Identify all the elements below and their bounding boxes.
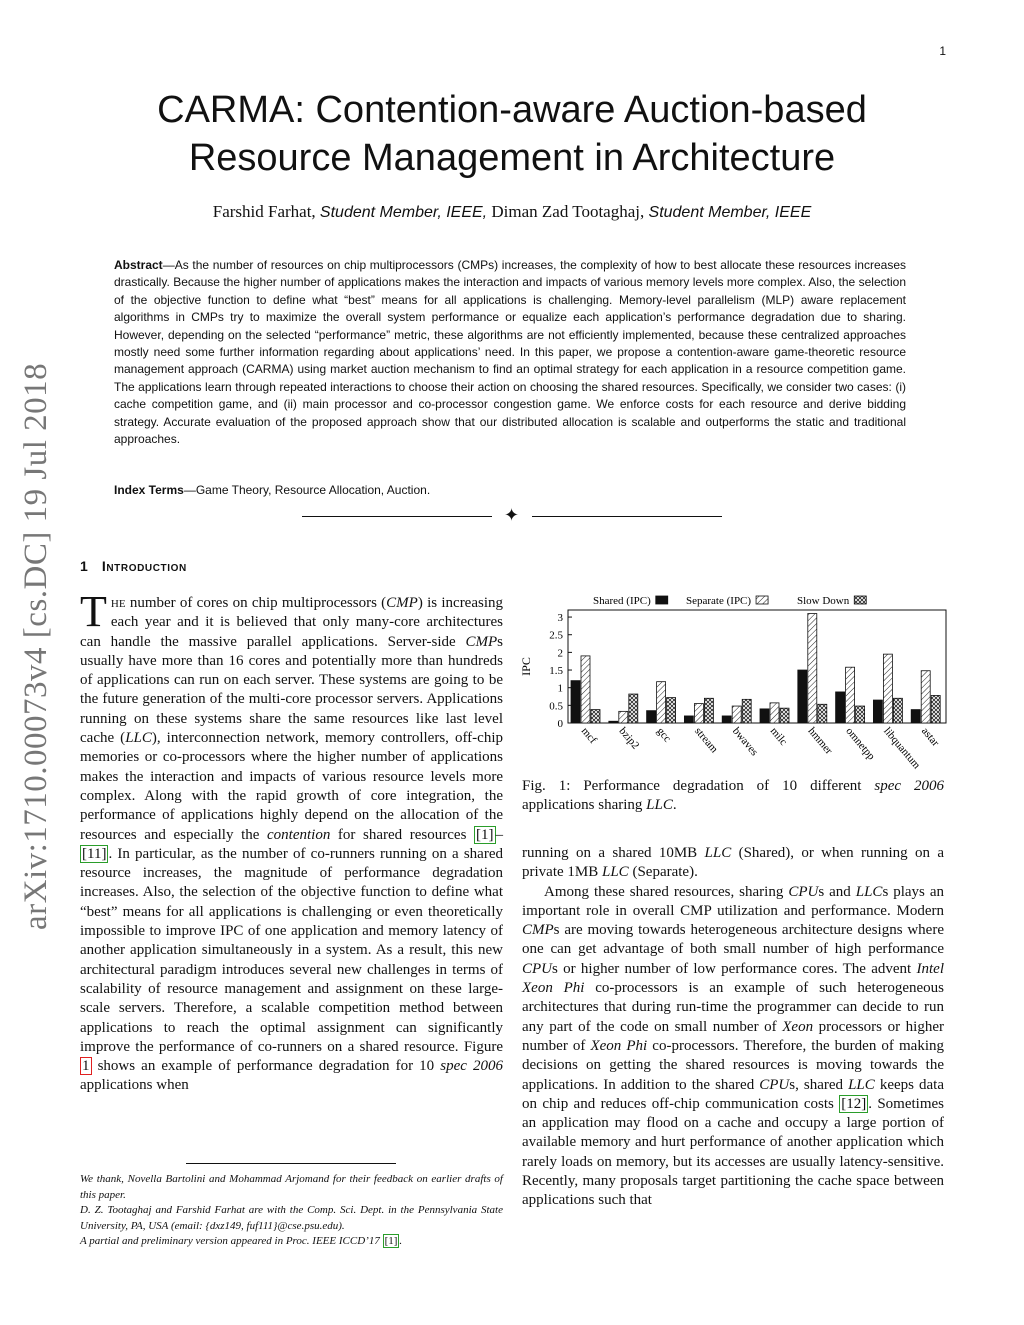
- text-run: CMP: [386, 595, 418, 611]
- text-run: s usually have more than 16 cores and potentially more than hundreds of applications can run on each server. These systems are going to be the future generation of the multi-core processor servers. Applications running on these systems share the same resources like last level cache (: [80, 633, 503, 747]
- abstract: [114, 257, 906, 448]
- bar-bwaves-0: [722, 716, 731, 723]
- title-line-1: CARMA: Contention-aware Auction-based: [157, 89, 867, 131]
- separator-star-icon: ✦: [504, 505, 520, 525]
- section-title: Introduction: [101, 558, 187, 574]
- abstract-text: —As the number of resources on chip multiprocessors (CMPs) increases, the complexity of how to best allocate these resources increases drastically. Because the higher number of applications makes the interaction and impacts of various memory levels more complex. Also, the selection of the objective function to define what “best” means for all applications is challenging. Memory-level parallelism (MLP) aware replacement algorithms in CMPs try to maximize the overall system performance or equalize each application’s performance degradation due to sharing. However, depending on the selected “performance” metric, these algorithms are not efficiently implemented, because these centralized approaches mostly need some further information regarding about applications’ need. In this paper, we propose a contention-aware game-theoretic resource management approach (CARMA) using market auction mechanism to find an optimal strategy for each application in a resource competition game. The applications learn through repeated interactions to choose their action on choosing the shared resources. Specifically, we consider two cases: (i) cache competition game, and (ii) main processor and co-processor congestion game. We enforce costs for each resource and derive bidding strategy. Accurate evaluation of the proposed approach show that our distributed allocation is scalable and outperforms the static and traditional approaches.: [114, 258, 906, 447]
- chart-bars: [571, 614, 940, 723]
- text-run: co-processors is an example of such heterogeneous architectures that during run-time the programmer can decide to run any part of the code on small number of: [522, 980, 944, 1035]
- index-terms-text: —Game Theory, Resource Allocation, Auction.: [183, 483, 431, 497]
- text-run: running on a shared 10MB: [522, 845, 705, 861]
- footnote-1: We thank, Novella Bartolini and Mohammad Arjomand for their feedback on earlier drafts of this paper.: [80, 1173, 503, 1201]
- legend-swatch: [756, 596, 768, 604]
- text-run: Fig. 1: Performance degradation of 10 different: [522, 778, 875, 794]
- text-run: LLC: [125, 730, 152, 747]
- text-run: spec 2006: [874, 778, 944, 794]
- bar-libquantum-1: [883, 654, 892, 723]
- x-tick-label: mcf: [578, 725, 599, 747]
- text-run: Intel Xeon Phi: [522, 960, 944, 997]
- text-run: LLC: [848, 1076, 875, 1093]
- arxiv-stamp: arXiv:1710.00073v4 [cs.DC] 19 Jul 2018: [18, 362, 54, 930]
- author-2-role: Student Member, IEEE: [648, 204, 812, 221]
- bar-milc-0: [760, 709, 769, 723]
- text-run: Among these shared resources, sharing: [544, 883, 789, 900]
- figure-caption: [522, 777, 944, 816]
- x-tick-label: gcc: [654, 725, 674, 745]
- section-heading: [80, 558, 187, 574]
- text-run: (Separate).: [628, 864, 698, 881]
- bar-stream-2: [704, 698, 713, 723]
- text-run: CPU: [759, 1076, 790, 1093]
- x-tick-label: libquantum: [881, 725, 923, 772]
- text-run: –: [495, 826, 504, 843]
- y-tick-label: 0.5: [549, 700, 563, 713]
- intro-right-column: [522, 844, 944, 1211]
- x-tick-label: milc: [767, 725, 790, 748]
- y-axis-label: IPC: [519, 657, 533, 676]
- text-run: for shared resources: [330, 826, 475, 843]
- text-run: A partial and preliminary version appeared in Proc. IEEE ICCD’17: [80, 1235, 383, 1248]
- citation-link[interactable]: [1]: [384, 1235, 398, 1248]
- chart-x-labels: [579, 725, 942, 771]
- y-tick-label: 3: [557, 612, 563, 625]
- text-run: he: [110, 595, 126, 611]
- bar-bzip2-2: [629, 694, 638, 723]
- author-line: [80, 202, 944, 222]
- bar-mcf-1: [581, 656, 590, 723]
- x-tick-label: bzip2: [616, 725, 642, 752]
- bar-bwaves-1: [732, 706, 741, 723]
- drop-cap: T: [80, 587, 107, 636]
- index-terms-label: Index Terms: [114, 483, 184, 497]
- paragraph-2: [522, 883, 944, 1211]
- bar-hmmer-2: [818, 704, 827, 723]
- footnote-2: D. Z. Tootaghaj and Farshid Farhat are with the Comp. Sci. Dept. in the Pennsylvania State University, PA, USA (email: {dxz149, fuf111}@cse.psu.edu).: [80, 1204, 503, 1232]
- x-tick-label: stream: [692, 725, 721, 756]
- legend-label: Shared (IPC): [593, 595, 651, 607]
- bar-hmmer-1: [808, 614, 817, 723]
- text-run: ) is increasing each year and it is believed that only many-core architectures can handle the massive parallel applications. Server-side: [80, 595, 504, 650]
- bar-gcc-0: [647, 711, 656, 723]
- text-run: s plays an important role in overall CMP utilization and performance. Modern: [522, 883, 945, 919]
- chart-legend: [593, 595, 866, 607]
- legend-swatch: [656, 596, 668, 604]
- page-number: 1: [939, 44, 946, 58]
- y-tick-label: 1: [557, 682, 563, 695]
- text-run: ), interconnection network, memory controllers, off-chip memories or co-processors where the higher number of applications makes the interaction and impacts of various resource levels more complex. Along with the rapid growth of core integration, the performance of applications highly depend on the allocation of the resources and especially the: [80, 730, 503, 843]
- x-tick-label: bwaves: [729, 725, 761, 759]
- bar-libquantum-2: [893, 698, 902, 723]
- text-run: Xeon: [782, 1018, 814, 1035]
- text-run: number of cores on chip multiprocessors (: [125, 595, 387, 611]
- legend-swatch: [854, 596, 866, 604]
- x-tick-label: hmmer: [805, 725, 835, 757]
- y-tick-label: 1.5: [549, 665, 563, 678]
- author-1: Farshid Farhat,: [212, 202, 316, 221]
- text-run: s and: [818, 883, 856, 900]
- y-tick-label: 0: [557, 718, 563, 730]
- legend-label: Slow Down: [797, 595, 850, 607]
- bar-bzip2-0: [609, 721, 618, 723]
- text-run: CPU: [788, 883, 819, 900]
- text-run: applications sharing: [522, 797, 647, 814]
- text-run: (Shared), or when running on a private 1MB: [522, 845, 944, 881]
- separator-rule-right: [532, 516, 722, 517]
- text-run: applications when: [80, 1077, 189, 1094]
- bar-gcc-2: [667, 698, 676, 723]
- index-terms: [114, 483, 906, 497]
- bar-mcf-2: [591, 710, 600, 723]
- text-run: co-processors. Therefore, the burden of making decisions on getting the shared resources is moving towards the applications. In addition to the shared: [522, 1037, 944, 1093]
- title-line-2: Resource Management in Architecture: [188, 137, 836, 179]
- x-tick-label: astar: [918, 725, 942, 749]
- text-run: .: [672, 797, 677, 814]
- text-run: s or higher number of low performance cores. The advent: [552, 960, 917, 977]
- paragraph-1: [522, 844, 944, 883]
- footnote-rule: [186, 1163, 396, 1164]
- footnote-3: [80, 1234, 503, 1250]
- text-run: keeps data on chip and reduces off-chip communication costs: [522, 1076, 944, 1112]
- text-run: contention: [267, 826, 331, 843]
- text-run: CMP: [465, 633, 498, 650]
- abstract-label: Abstract: [114, 258, 163, 272]
- legend-label: Separate (IPC): [686, 595, 752, 607]
- bar-omnetpp-0: [836, 692, 845, 723]
- bar-omnetpp-2: [856, 706, 865, 723]
- citation-link[interactable]: [11]: [82, 845, 107, 862]
- text-run: . In particular, as the number of co-runners running on a shared resource increases, the magnitude of performance degradation increases. Also, the selection of the objective function to define what “best” means for all applications is challenging or even theoretically impossible to improve IPC of one application and memory latency of another application simultaneously in a system. As a result, this new architectural paradigm introduces several new challenges in terms of scalability of resource management and assignment on these large-scale servers. Therefore, a scalable competition method between applications to reach the optimal assignment can significantly improve the performance of co-runners on a shared resource. Figure: [80, 845, 503, 1055]
- ipc-bar-chart: [518, 588, 948, 778]
- y-tick-label: 2: [557, 647, 563, 660]
- text-run: shows an example of performance degradation for 10: [91, 1058, 441, 1075]
- paper-title: [80, 86, 944, 182]
- bar-astar-0: [911, 710, 920, 723]
- section-separator: [302, 506, 722, 528]
- text-run: CPU: [522, 960, 552, 977]
- text-run: CMP: [522, 922, 554, 939]
- bar-milc-2: [780, 708, 789, 723]
- text-run: LLC: [602, 864, 629, 881]
- bar-bwaves-2: [742, 699, 751, 723]
- bar-gcc-1: [657, 682, 666, 723]
- text-run: .: [399, 1235, 403, 1248]
- text-run: LLC: [704, 845, 732, 861]
- author-2: Diman Zad Tootaghaj,: [491, 202, 645, 221]
- citation-link[interactable]: [12]: [841, 1095, 867, 1112]
- citation-link[interactable]: [1]: [476, 826, 494, 843]
- bar-milc-1: [770, 703, 779, 723]
- text-run: Xeon Phi: [590, 1037, 648, 1054]
- text-run: LLC: [646, 797, 673, 814]
- footnotes: [80, 1172, 503, 1250]
- y-tick-label: 2.5: [549, 629, 563, 642]
- text-run: s, shared: [789, 1076, 849, 1093]
- bar-astar-1: [921, 671, 930, 723]
- text-run: . Sometimes an application may flood on a cache and occupy a large portion of available memory and hurt performance of another application which rarely loads on memory, but its accesses are usually latency-sensitive. Recently, many proposals target partitioning the cache space between applications such that: [522, 1095, 945, 1209]
- separator-rule-left: [302, 516, 492, 517]
- x-tick-label: omnetpp: [843, 725, 878, 763]
- text-run: spec 2006: [440, 1058, 503, 1075]
- bar-omnetpp-1: [846, 667, 855, 723]
- author-1-role: Student Member, IEEE,: [319, 204, 488, 221]
- bar-hmmer-0: [798, 670, 807, 723]
- bar-mcf-0: [571, 681, 580, 723]
- bar-astar-2: [931, 695, 940, 723]
- bar-stream-1: [694, 704, 703, 723]
- intro-left-column: [80, 587, 504, 1096]
- bar-bzip2-1: [619, 711, 628, 723]
- bar-stream-0: [684, 716, 693, 723]
- text-run: s are moving towards heterogeneous architecture designs where one can get advantage of both small number of high performance: [522, 922, 944, 958]
- text-run: LLC: [855, 883, 883, 900]
- bar-libquantum-0: [873, 700, 882, 723]
- text-run: processors or higher number of: [522, 1018, 944, 1054]
- section-number: 1: [80, 558, 89, 574]
- figure-link[interactable]: 1: [82, 1058, 90, 1075]
